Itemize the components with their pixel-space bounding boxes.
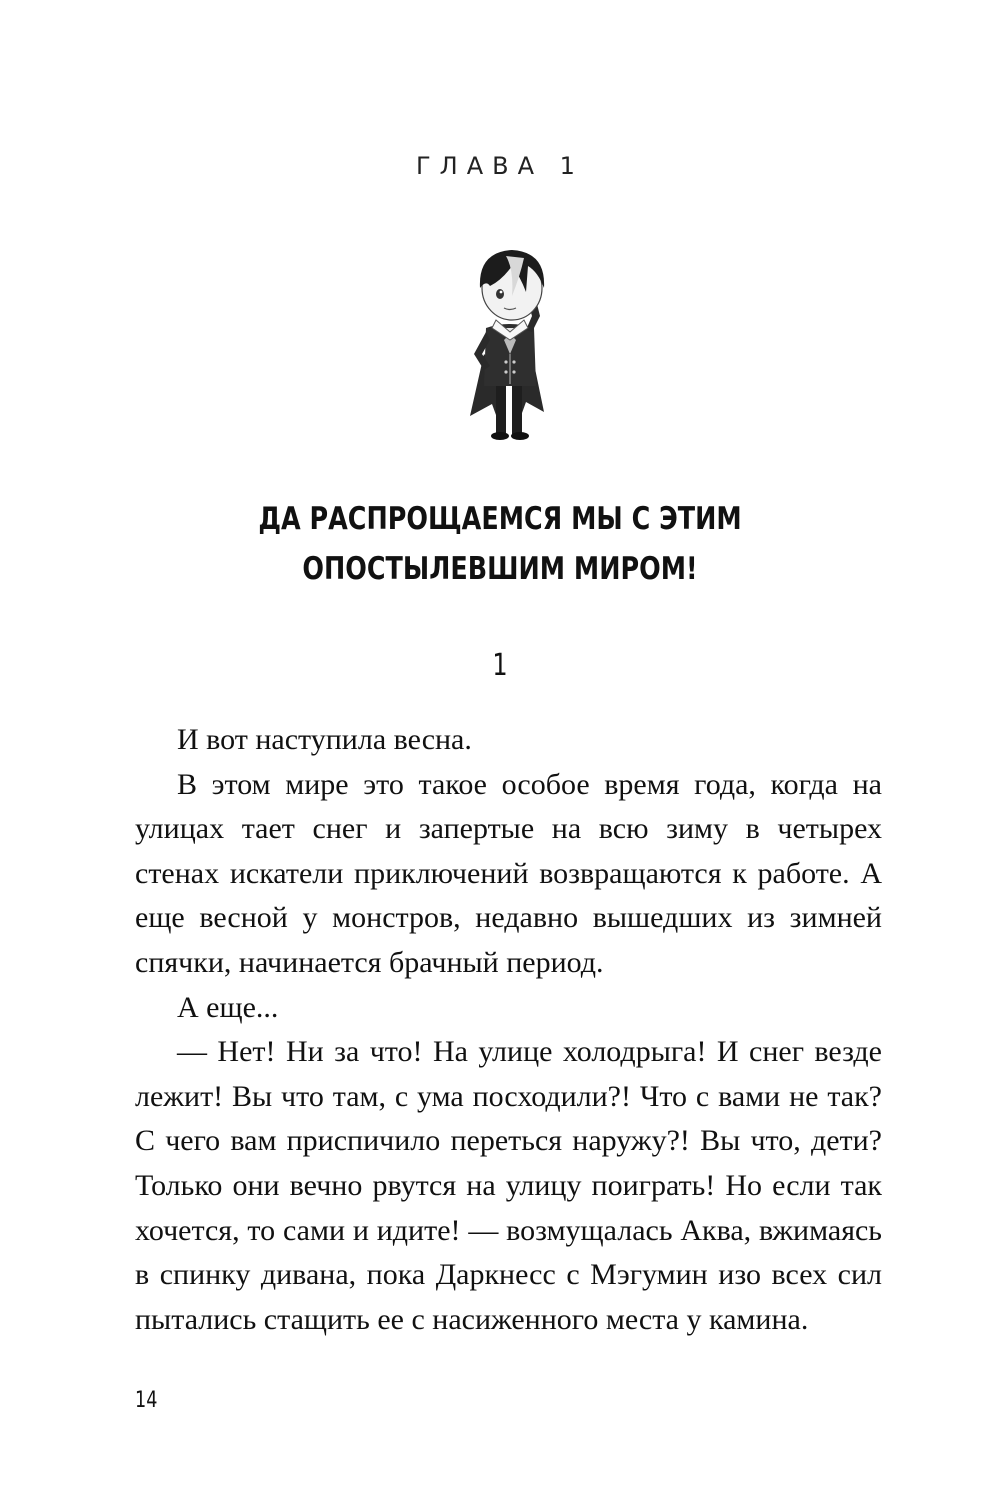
paragraph: — Нет! Ни за что! На улице холодрыга! И снег везде лежит! Вы что там, с ума посходили?! Что с вами не так? С чего вам приспичило переться наружу?! Вы что, дети? Только они вечно рвутся на улицу поиграть! Но если так хочется, то сами и идите! — возмущалась Аква, вжимаясь в спинку дивана, пока Даркнесс с Мэгумин изо всех сил пытались стащить ее с насиженного места у камина. [135, 1035, 882, 1336]
chapter-label: ГЛАВА 1 [416, 152, 584, 180]
chapter-title-line-1: ДА РАСПРОЩАЕМСЯ МЫ С ЭТИМ [258, 501, 742, 537]
chibi-character-illustration [440, 236, 580, 446]
paragraph: А еще... [177, 990, 279, 1024]
section-number: 1 [492, 648, 508, 683]
body-text [135, 718, 882, 1342]
chapter-title [90, 494, 910, 594]
paragraph: В этом мире это такое особое время года, когда на улицах тает снег и запертые на всю зиму в четырех стенах искатели приключений возвращаются к работе. А еще весной у монстров, недавно вышедших из зимней спячки, начинается брачный период. [135, 767, 882, 979]
paragraph: И вот наступила весна. [177, 723, 472, 756]
chapter-title-line-2: ОПОСТЫЛЕВШИМ МИРОМ! [302, 551, 698, 587]
page-number: 14 [135, 1388, 158, 1413]
